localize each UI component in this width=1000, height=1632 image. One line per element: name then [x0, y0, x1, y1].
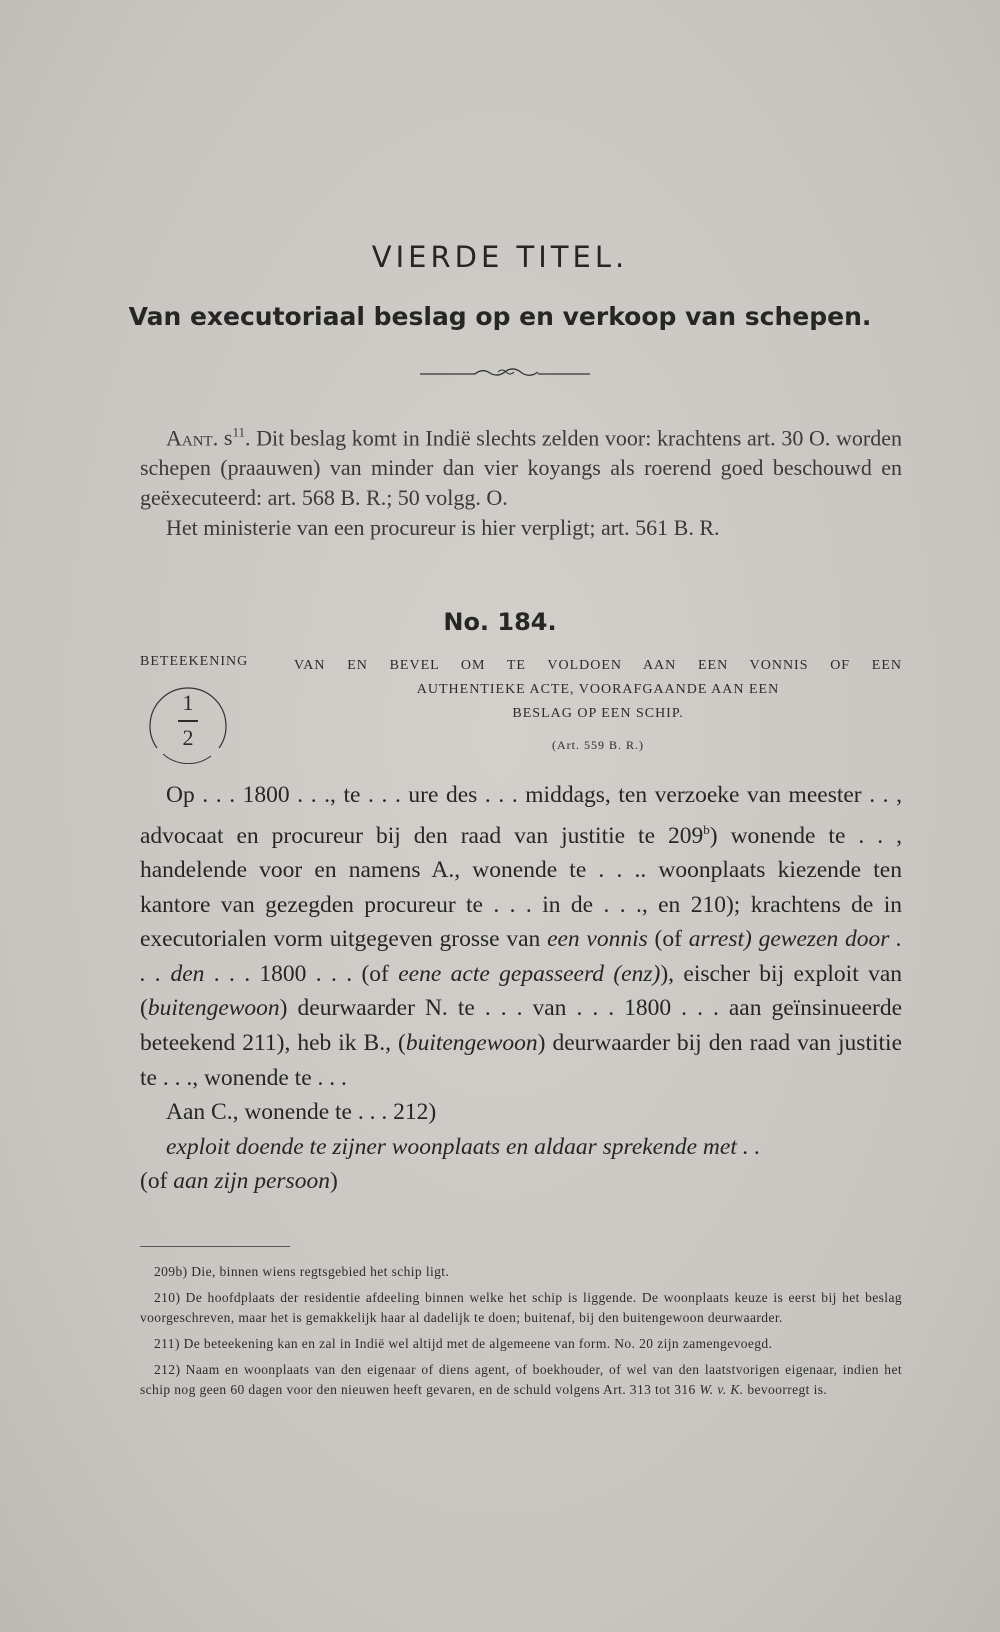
body-paragraph-1	[140, 778, 902, 1095]
body-superscript: b	[703, 821, 710, 837]
fraction-denominator: 2	[182, 725, 194, 750]
form-caption-line-3: BESLAG OP EEN SCHIP.	[512, 706, 684, 721]
body-italic: aan zijn persoon	[173, 1168, 330, 1195]
body-text: Op . . . 1800 . . ., te . . . ure des . . . middags, ten verzoeke van meester . . , advocaat en procureur bij den raad van justitie te 209	[140, 782, 902, 849]
body-text: ), eischer bij exploit van (	[140, 960, 903, 1022]
chapter-subtitle: Van executoriaal beslag op en verkoop van schepen.	[128, 302, 872, 331]
body-italic: een vonnis	[547, 926, 648, 953]
ornament-divider-icon	[420, 366, 590, 380]
body-exploit-line: exploit doende te zijner woonplaats en aldaar sprekende met . .	[166, 1133, 761, 1160]
body-text: ) deurwaarder N. te . . . van . . . 1800 . . . aan geïnsinueerde beteekend 211), heb ik B., (	[140, 995, 902, 1056]
chapter-title: VIERDE TITEL.	[371, 240, 629, 274]
annotation-paragraph-2: Het ministerie van een procureur is hier verpligt; art. 561 B. R.	[166, 515, 720, 541]
footnote-text: bevoorregt is.	[743, 1382, 828, 1397]
form-caption-left: BETEEKENING	[140, 654, 249, 669]
form-caption	[294, 654, 902, 726]
body-addressee: Aan C., wonende te . . . 212)	[166, 1099, 437, 1126]
annotation-lead: Aant.	[166, 425, 219, 451]
annotation-superscript: $s^{11}$	[223, 425, 245, 451]
footnotes	[140, 1262, 902, 1406]
footnote-210: 210) De hoofdplaats der residentie afdeeling binnen welke het schip is liggende. De woonplaats keuze is eerst bij het beslag voorgeschreven, maar het is gemakkelijk haar al dadelijk te doen; buitenaf, bij den buitengewoon deurwaarder.	[140, 1290, 902, 1325]
fraction-numerator: 1	[182, 690, 194, 715]
body-italic: arrest) gewezen door . . . den	[140, 926, 903, 987]
fraction-bar	[178, 720, 198, 722]
body-text: (of	[647, 926, 689, 953]
footnote-text: 212) Naam en woonplaats van den eigenaar of diens agent, of boekhouder, of wel van den laatstvorigen eigenaar, indien het schip nog geen 60 dagen voor den nieuwen heeft gevaren, en de schuld volgens Art. 313 tot 316	[140, 1362, 902, 1397]
body-italic: buitengewoon	[147, 995, 280, 1022]
annotation-note	[140, 418, 902, 543]
body-text: (of	[140, 1168, 174, 1195]
form-body	[140, 778, 902, 1199]
annotation-paragraph-1	[140, 418, 902, 513]
body-alternative	[140, 1164, 902, 1199]
form-caption-line-2: AUTHENTIEKE ACTE, VOORAFGAANDE AAN EEN	[416, 682, 780, 697]
body-text: ) deurwaarder bij den raad van justitie te . . ., wonende te . . .	[140, 1029, 902, 1091]
footnote-divider	[140, 1246, 290, 1247]
body-text: )	[329, 1168, 338, 1195]
article-reference: (Art. 559 B. R.)	[552, 738, 644, 752]
body-text: ) wonende te . . , handelende voor en namens A., wonende te . . .. woonplaats kiezende ten kantore van gezegden procureur te . . . in de . . ., en 210); krachtens de in executorialen vorm uitgegeven grosse van	[140, 822, 902, 953]
form-number: No. 184.	[443, 608, 557, 636]
footnote-212	[140, 1360, 902, 1400]
stamp-duty-fraction	[145, 678, 231, 764]
footnote-211: 211) De beteekening kan en zal in Indië wel altijd met de algemeene van form. No. 20 zijn zamengevoegd.	[154, 1336, 773, 1351]
body-text: . . . 1800 . . . (of	[204, 960, 399, 987]
annotation-text-1: . Dit beslag komt in Indië slechts zelden voor: krachtens art. 30 O. worden schepen (praauwen) van minder dan vier koyangs als roerend goed beschouwd en geëxecuteerd: art. 568 B. R.; 50 volgg. O.	[140, 425, 902, 511]
body-italic: buitengewoon	[405, 1029, 538, 1056]
body-italic: eene acte gepasseerd (enz)	[398, 960, 661, 987]
footnote-italic: W. v. K.	[699, 1382, 744, 1397]
form-caption-line-1: VAN EN BEVEL OM TE VOLDOEN AAN EEN VONNIS OF EEN	[294, 658, 902, 673]
footnote-209b: 209b) Die, binnen wiens regtsgebied het schip ligt.	[154, 1264, 450, 1279]
